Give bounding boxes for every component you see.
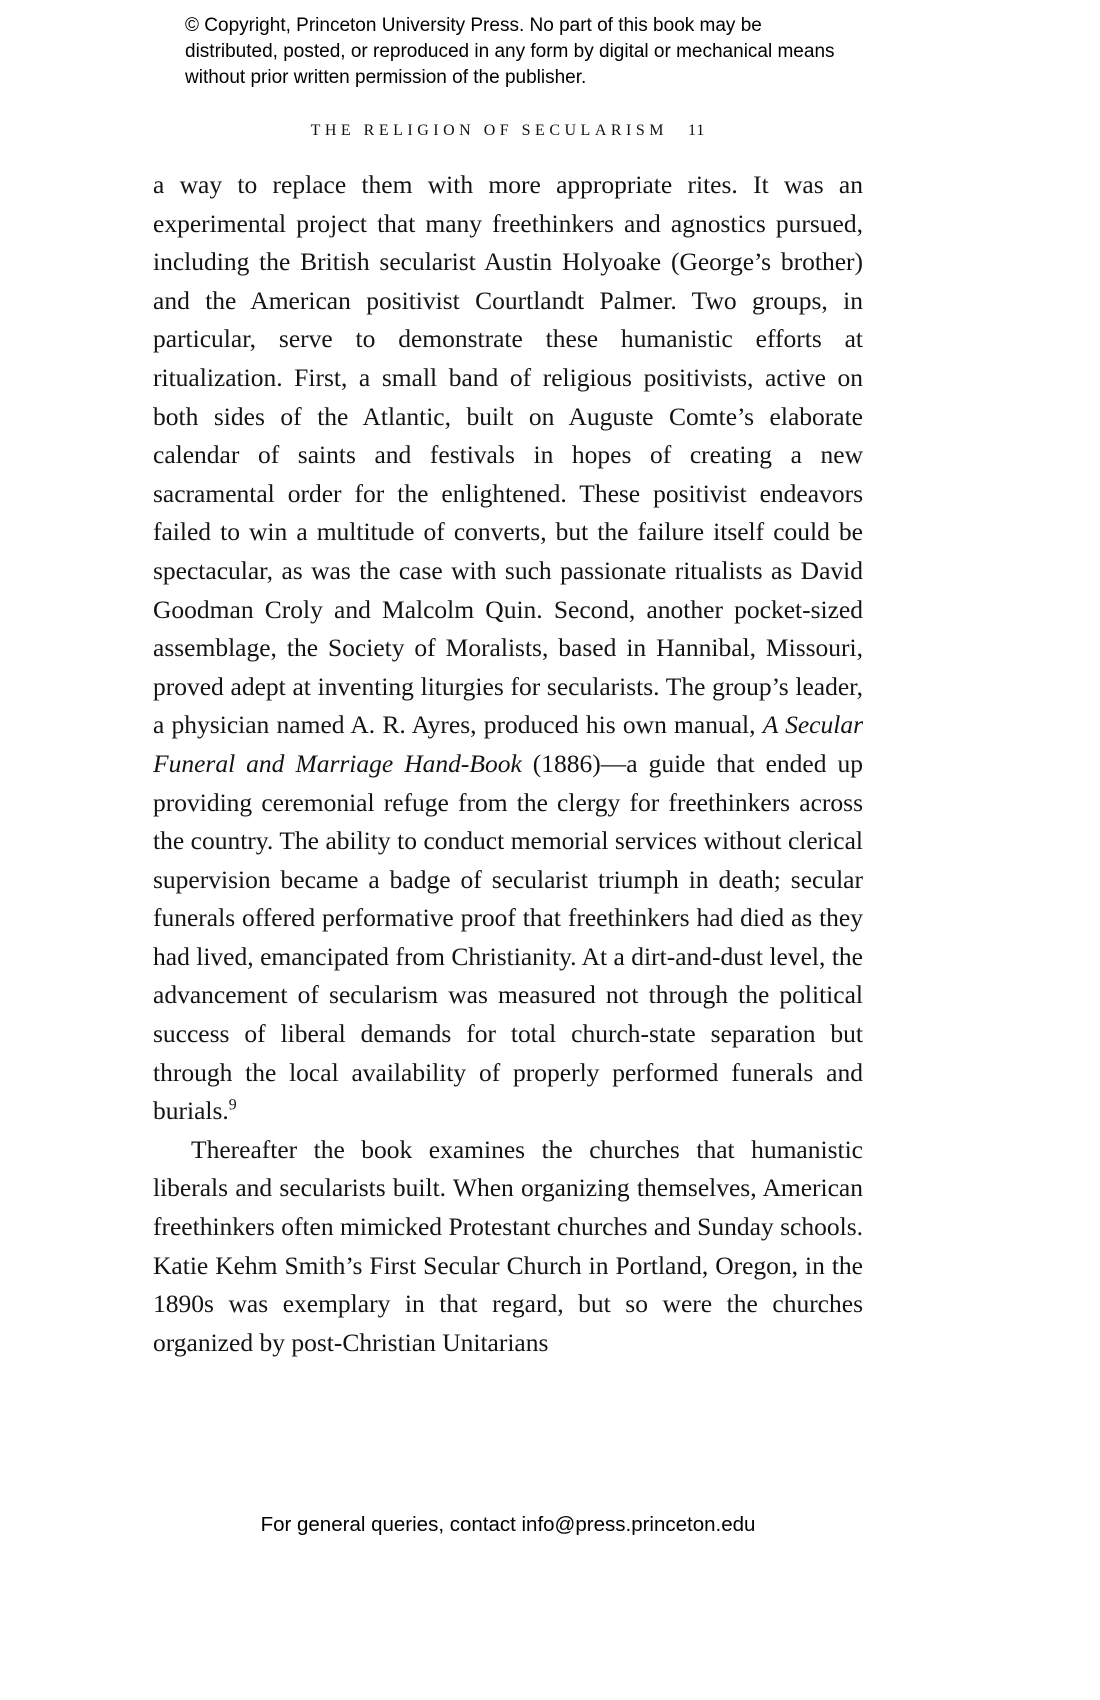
copyright-notice: © Copyright, Princeton University Press. No part of this book may be distributed, posted, or reproduced in any form by digital or mechanical means without prior written permission of the publisher. <box>185 15 835 88</box>
text-segment: a way to replace them with more appropriate rites. It was an experimental project that many freethinkers and agnostics pursued, including the British secularist Austin Holyoake (George’s brother) and the American positivist Courtlandt Palmer. Two groups, in particular, serve to demonstrate these humanistic efforts at ritualization. First, a small band of religious positivists, active on both sides of the Atlantic, built on Auguste Comte’s elaborate calendar of saints and festivals in hopes of creating a new sacramental order for the enlightened. These positivist endeavors failed to win a multitude of converts, but the failure itself could be spectacular, as was the case with such passionate ritualists as David Goodman Croly and Malcolm Quin. Second, another pocket-sized assemblage, the Society of Moralists, based in Hannibal, Missouri, proved adept at inventing liturgies for secularists. The group’s leader, a physician named A. R. Ayres, produced his own manual, <box>153 170 863 740</box>
paragraph <box>153 166 863 1131</box>
book-title-italic: A Secular Funeral and Marriage Hand-Book <box>153 710 864 778</box>
body-text <box>153 166 863 1362</box>
paragraph <box>153 1131 863 1363</box>
footer-contact: For general queries, contact info@press.princeton.edu <box>260 1513 756 1536</box>
text-segment: (1886)—a guide that ended up providing ceremonial refuge from the clergy for freethinkers across the country. The ability to conduct memorial services without clerical supervision became a badge of secularist triumph in death; secular funerals offered performative proof that freethinkers had died as they had lived, emancipated from Christianity. At a dirt-and-dust level, the advancement of secularism was measured not through the political success of liberal demands for total church-state separation but through the local availability of properly performed funerals and burials. <box>153 748 863 1126</box>
footnote-marker: 9 <box>228 1096 237 1114</box>
content-column <box>153 0 863 1362</box>
page-number: 11 <box>688 122 706 139</box>
running-head <box>153 122 863 140</box>
running-head-title: THE RELIGION OF SECULARISM <box>310 122 669 139</box>
text-segment: Thereafter the book examines the churches that humanistic liberals and secularists built. When organizing themselves, American freethinkers often mimicked Protestant churches and Sunday schools. Katie Kehm Smith’s First Secular Church in Portland, Oregon, in the 1890s was exemplary in that regard, but so were the churches organized by post-Christian Unitarians <box>153 1134 863 1357</box>
